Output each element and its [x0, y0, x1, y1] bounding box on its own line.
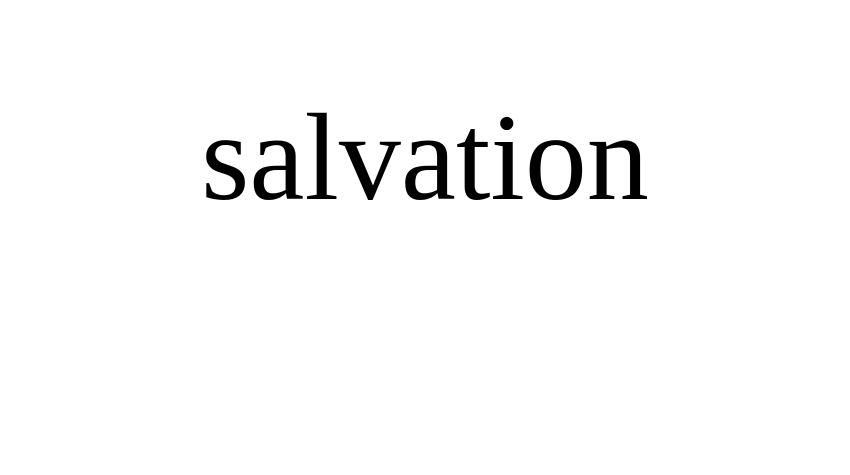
word-text: salvation: [201, 89, 649, 226]
